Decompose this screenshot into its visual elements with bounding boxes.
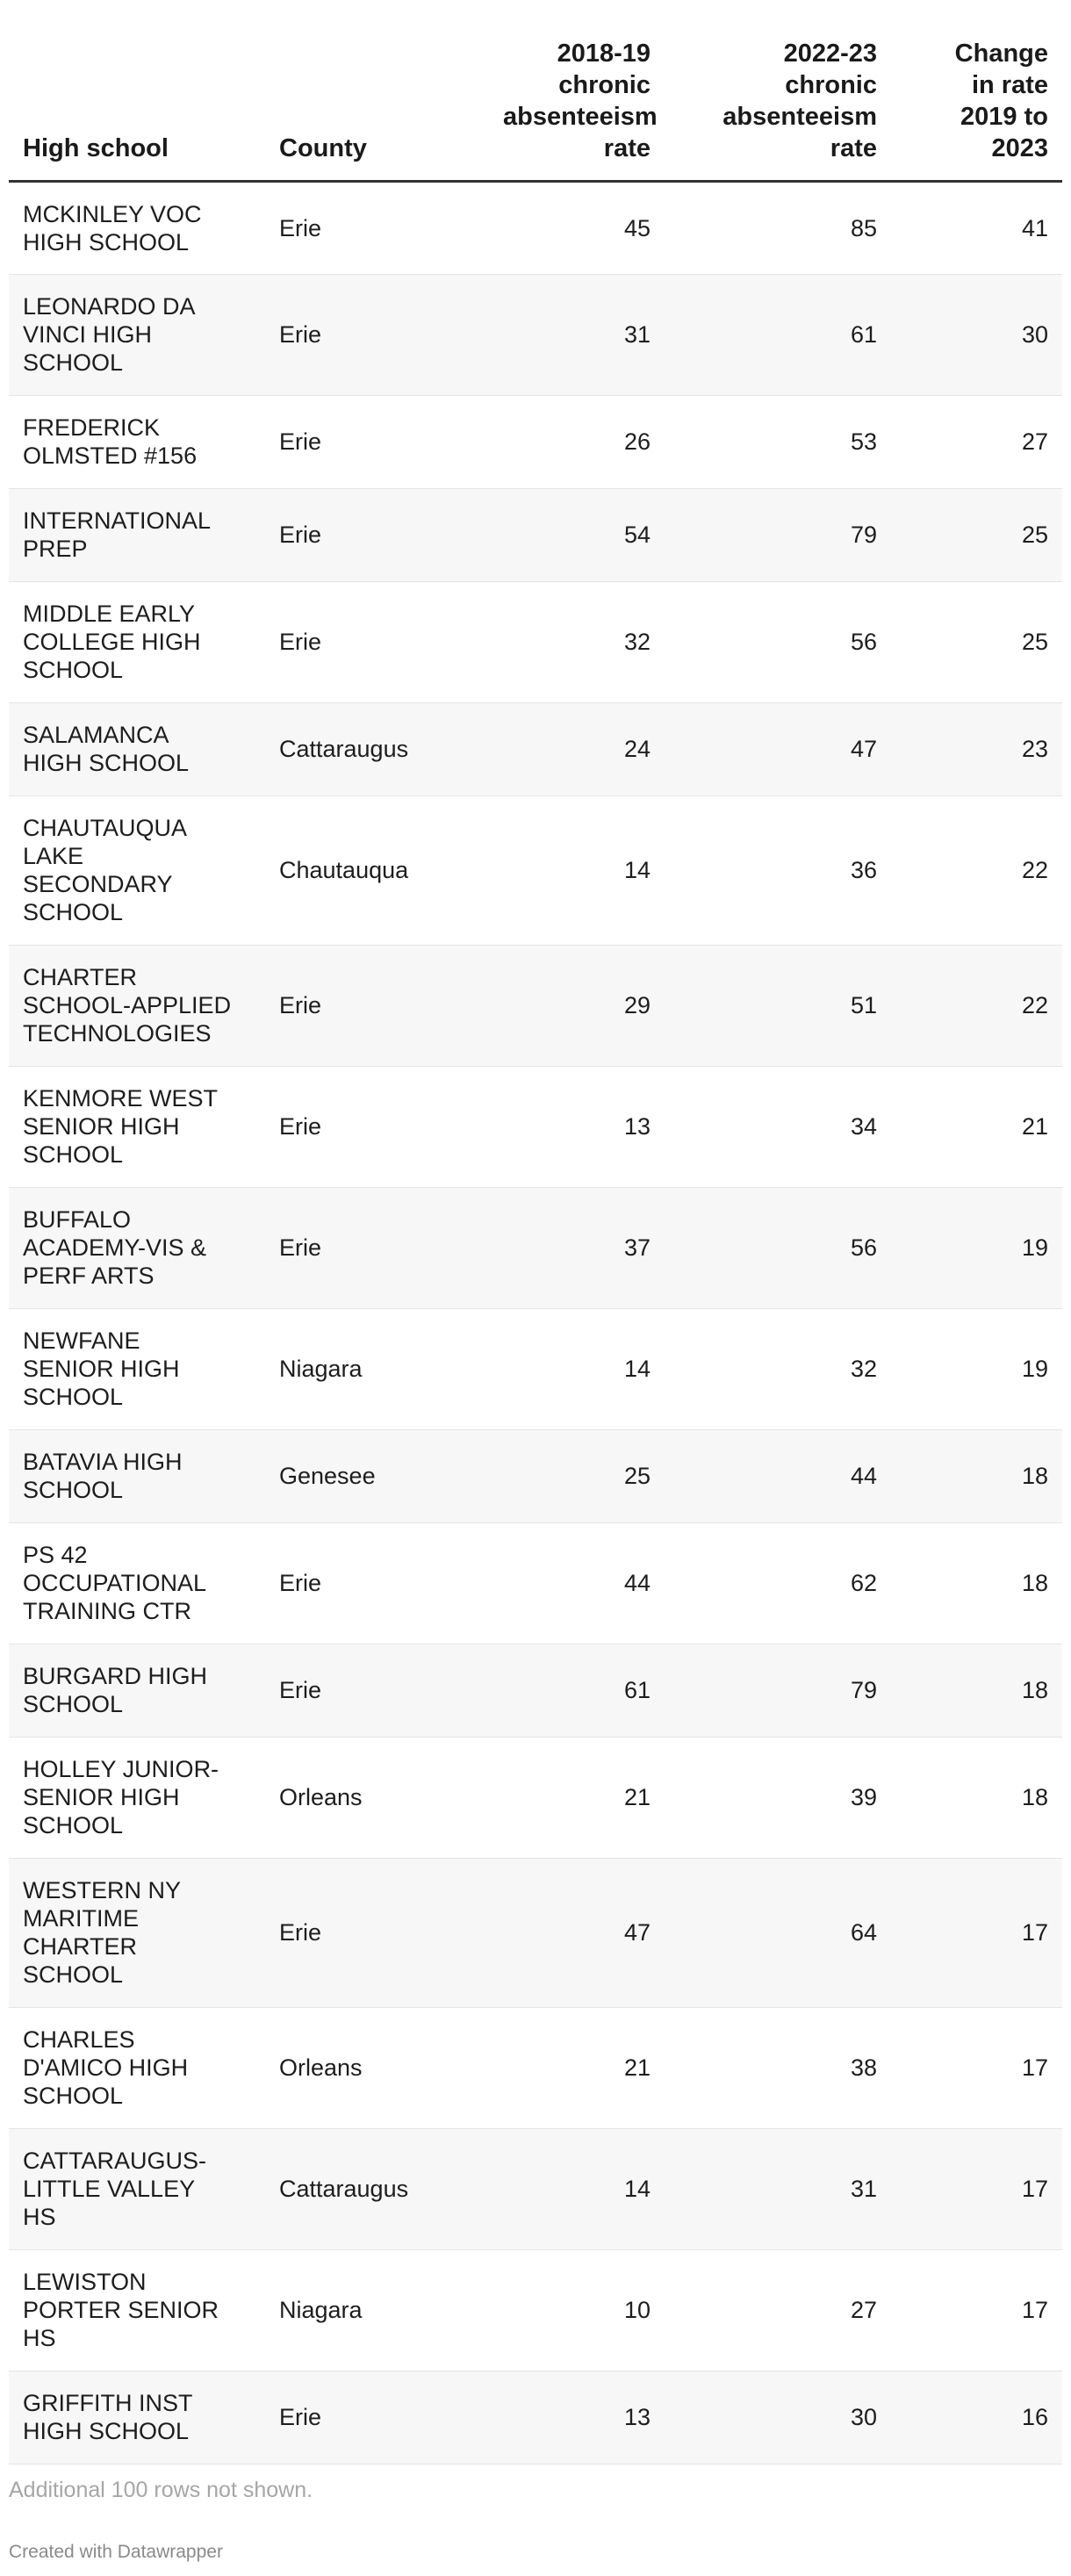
cell-change: 17 <box>891 1858 1062 2007</box>
cell-county: Erie <box>265 2371 489 2464</box>
header-change[interactable]: Change in rate 2019 to 2023 <box>891 0 1062 181</box>
cell-high-school: BATAVIA HIGH SCHOOL <box>9 1429 265 1522</box>
cell-rate-2023: 31 <box>665 2128 891 2249</box>
table-row <box>9 1187 1062 1308</box>
cell-rate-2023: 51 <box>665 945 891 1066</box>
cell-rate-2019: 14 <box>489 2128 665 2249</box>
cell-change: 23 <box>891 702 1062 795</box>
cell-change: 21 <box>891 1066 1062 1187</box>
cell-change: 25 <box>891 581 1062 702</box>
cell-rate-2023: 47 <box>665 702 891 795</box>
cell-high-school: MIDDLE EARLY COLLEGE HIGH SCHOOL <box>9 581 265 702</box>
cell-rate-2019: 54 <box>489 488 665 581</box>
cell-rate-2019: 10 <box>489 2249 665 2371</box>
cell-high-school: PS 42 OCCUPATIONAL TRAINING CTR <box>9 1522 265 1644</box>
table-row <box>9 1429 1062 1522</box>
table-header-row <box>9 0 1062 181</box>
cell-rate-2023: 79 <box>665 1644 891 1737</box>
cell-rate-2019: 37 <box>489 1187 665 1308</box>
table-row <box>9 274 1062 395</box>
cell-county: Chautauqua <box>265 795 489 945</box>
table-row <box>9 181 1062 274</box>
cell-rate-2023: 39 <box>665 1737 891 1858</box>
table-row <box>9 1066 1062 1187</box>
cell-high-school: HOLLEY JUNIOR- SENIOR HIGH SCHOOL <box>9 1737 265 1858</box>
cell-rate-2019: 44 <box>489 1522 665 1644</box>
cell-change: 41 <box>891 181 1062 274</box>
cell-county: Orleans <box>265 1737 489 1858</box>
cell-high-school: SALAMANCA HIGH SCHOOL <box>9 702 265 795</box>
cell-high-school: WESTERN NY MARITIME CHARTER SCHOOL <box>9 1858 265 2007</box>
table-row <box>9 795 1062 945</box>
table-body <box>9 181 1062 2464</box>
cell-rate-2019: 26 <box>489 395 665 488</box>
cell-rate-2023: 38 <box>665 2007 891 2128</box>
table-row <box>9 2128 1062 2249</box>
cell-change: 17 <box>891 2128 1062 2249</box>
cell-rate-2019: 25 <box>489 1429 665 1522</box>
cell-change: 16 <box>891 2371 1062 2464</box>
cell-rate-2023: 85 <box>665 181 891 274</box>
cell-county: Cattaraugus <box>265 2128 489 2249</box>
cell-county: Erie <box>265 181 489 274</box>
cell-county: Genesee <box>265 1429 489 1522</box>
table-row <box>9 488 1062 581</box>
cell-rate-2019: 32 <box>489 581 665 702</box>
cell-rate-2023: 64 <box>665 1858 891 2007</box>
table-row <box>9 2007 1062 2128</box>
cell-rate-2023: 36 <box>665 795 891 945</box>
header-rate-2019[interactable]: 2018-19 chronic absenteeism rate <box>489 0 665 181</box>
cell-change: 25 <box>891 488 1062 581</box>
cell-high-school: FREDERICK OLMSTED #156 <box>9 395 265 488</box>
cell-change: 18 <box>891 1429 1062 1522</box>
cell-rate-2019: 21 <box>489 2007 665 2128</box>
cell-high-school: CATTARAUGUS- LITTLE VALLEY HS <box>9 2128 265 2249</box>
cell-rate-2023: 30 <box>665 2371 891 2464</box>
cell-county: Erie <box>265 1644 489 1737</box>
cell-rate-2023: 53 <box>665 395 891 488</box>
cell-county: Erie <box>265 1066 489 1187</box>
cell-rate-2023: 56 <box>665 581 891 702</box>
table-row <box>9 1737 1062 1858</box>
cell-high-school: LEWISTON PORTER SENIOR HS <box>9 2249 265 2371</box>
table-row <box>9 581 1062 702</box>
table-row <box>9 1308 1062 1429</box>
rows-not-shown-note: Additional 100 rows not shown. <box>9 2478 313 2502</box>
cell-rate-2023: 56 <box>665 1187 891 1308</box>
table-container <box>9 0 1062 2464</box>
cell-county: Cattaraugus <box>265 702 489 795</box>
cell-high-school: CHARTER SCHOOL-APPLIED TECHNOLOGIES <box>9 945 265 1066</box>
table-row <box>9 702 1062 795</box>
cell-county: Erie <box>265 274 489 395</box>
cell-high-school: BUFFALO ACADEMY-VIS & PERF ARTS <box>9 1187 265 1308</box>
header-county[interactable]: County <box>265 0 489 181</box>
cell-high-school: MCKINLEY VOC HIGH SCHOOL <box>9 181 265 274</box>
cell-rate-2019: 29 <box>489 945 665 1066</box>
cell-rate-2019: 13 <box>489 2371 665 2464</box>
table-row <box>9 945 1062 1066</box>
cell-rate-2019: 14 <box>489 795 665 945</box>
table-row <box>9 2371 1062 2464</box>
cell-high-school: INTERNATIONAL PREP <box>9 488 265 581</box>
cell-rate-2023: 27 <box>665 2249 891 2371</box>
cell-county: Erie <box>265 395 489 488</box>
cell-high-school: NEWFANE SENIOR HIGH SCHOOL <box>9 1308 265 1429</box>
cell-county: Erie <box>265 945 489 1066</box>
cell-rate-2023: 34 <box>665 1066 891 1187</box>
cell-rate-2019: 47 <box>489 1858 665 2007</box>
cell-high-school: BURGARD HIGH SCHOOL <box>9 1644 265 1737</box>
cell-change: 18 <box>891 1522 1062 1644</box>
cell-rate-2023: 61 <box>665 274 891 395</box>
cell-high-school: CHAUTAUQUA LAKE SECONDARY SCHOOL <box>9 795 265 945</box>
cell-county: Erie <box>265 581 489 702</box>
table-row <box>9 395 1062 488</box>
cell-rate-2019: 24 <box>489 702 665 795</box>
cell-rate-2023: 32 <box>665 1308 891 1429</box>
cell-county: Niagara <box>265 2249 489 2371</box>
table-row <box>9 1644 1062 1737</box>
table-row <box>9 1522 1062 1644</box>
cell-county: Orleans <box>265 2007 489 2128</box>
cell-change: 18 <box>891 1737 1062 1858</box>
cell-change: 19 <box>891 1308 1062 1429</box>
cell-high-school: GRIFFITH INST HIGH SCHOOL <box>9 2371 265 2464</box>
cell-change: 22 <box>891 795 1062 945</box>
cell-rate-2019: 21 <box>489 1737 665 1858</box>
cell-rate-2019: 14 <box>489 1308 665 1429</box>
cell-rate-2023: 44 <box>665 1429 891 1522</box>
cell-county: Erie <box>265 488 489 581</box>
cell-change: 19 <box>891 1187 1062 1308</box>
cell-rate-2019: 31 <box>489 274 665 395</box>
cell-county: Erie <box>265 1522 489 1644</box>
cell-rate-2019: 13 <box>489 1066 665 1187</box>
cell-high-school: KENMORE WEST SENIOR HIGH SCHOOL <box>9 1066 265 1187</box>
cell-change: 30 <box>891 274 1062 395</box>
cell-county: Erie <box>265 1187 489 1308</box>
header-high-school[interactable]: High school <box>9 0 265 181</box>
cell-high-school: LEONARDO DA VINCI HIGH SCHOOL <box>9 274 265 395</box>
table-row <box>9 1858 1062 2007</box>
cell-rate-2019: 45 <box>489 181 665 274</box>
datawrapper-credit[interactable]: Created with Datawrapper <box>9 2542 223 2562</box>
cell-rate-2023: 79 <box>665 488 891 581</box>
cell-change: 17 <box>891 2249 1062 2371</box>
header-rate-2023[interactable]: 2022-23 chronic absenteeism rate <box>665 0 891 181</box>
cell-high-school: CHARLES D'AMICO HIGH SCHOOL <box>9 2007 265 2128</box>
cell-change: 17 <box>891 2007 1062 2128</box>
table-row <box>9 2249 1062 2371</box>
cell-county: Erie <box>265 1858 489 2007</box>
cell-change: 22 <box>891 945 1062 1066</box>
cell-change: 18 <box>891 1644 1062 1737</box>
cell-rate-2023: 62 <box>665 1522 891 1644</box>
absenteeism-table <box>9 0 1062 2464</box>
cell-change: 27 <box>891 395 1062 488</box>
cell-rate-2019: 61 <box>489 1644 665 1737</box>
cell-county: Niagara <box>265 1308 489 1429</box>
